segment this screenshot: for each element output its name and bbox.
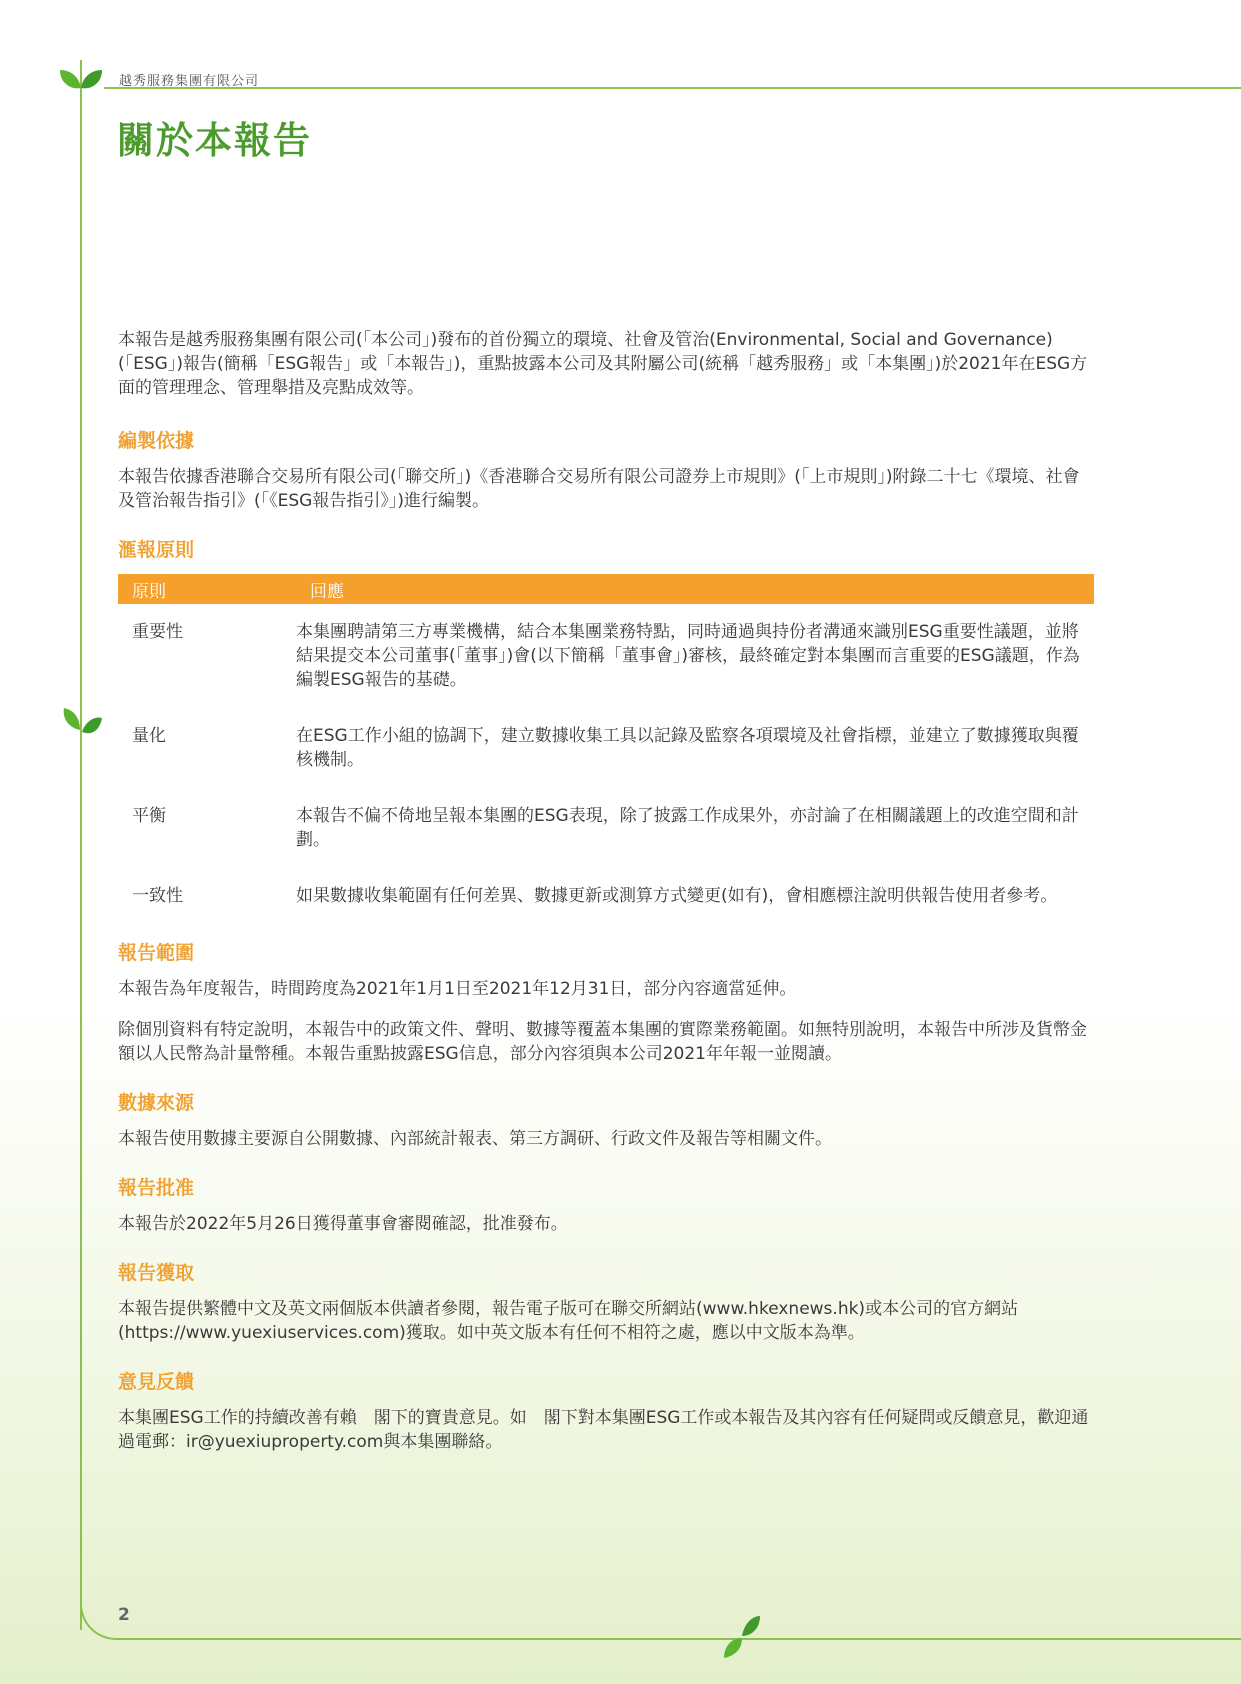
frame-corner	[80, 1600, 120, 1640]
data-source-text: 本報告使用數據主要源自公開數據、內部統計報表、第三方調研、行政文件及報告等相關文件。	[118, 1129, 832, 1149]
principle-cell: 量化	[132, 726, 166, 746]
leaf-top-icon	[58, 66, 104, 96]
scope-text-2: 除個別資料有特定說明，本報告中的政策文件、聲明、數據等覆蓋本集團的實際業務範圍。如無特別說明，本報告中所涉及貨幣金額以人民幣為計量幣種。本報告重點披露ESG信息，部分內容須與本公司2021年年報一並閱讀。	[118, 1020, 1087, 1064]
principles-table	[118, 574, 1094, 924]
principle-cell: 平衡	[132, 806, 166, 826]
principles-heading: 滙報原則	[118, 539, 195, 561]
frame-left-line	[80, 60, 82, 1630]
report-content	[118, 328, 1094, 1476]
section-basis	[118, 426, 1094, 513]
frame-top-line	[104, 87, 1241, 89]
response-cell: 在ESG工作小組的協調下，建立數據收集工具以記錄及監察各項環境及社會指標，並建立了數據獲取與覆核機制。	[296, 726, 1079, 770]
table-row	[118, 708, 1094, 788]
basis-heading: 編製依據	[118, 430, 195, 452]
column-header-principle: 原則	[118, 574, 296, 604]
table-row	[118, 788, 1094, 868]
section-scope	[118, 938, 1094, 1066]
page-number: 2	[118, 1605, 130, 1625]
table-row	[118, 604, 1094, 708]
section-principles	[118, 535, 1094, 924]
leaf-bottom-icon	[722, 1614, 762, 1660]
scope-text-1: 本報告為年度報告，時間跨度為2021年1月1日至2021年12月31日，部分內容適當延伸。	[118, 979, 797, 999]
leaf-middle-icon	[60, 706, 104, 742]
section-data-source	[118, 1088, 1094, 1151]
feedback-text: 本集團ESG工作的持續改善有賴 閣下的寶貴意見。如 閣下對本集團ESG工作或本報告及其內容有任何疑問或反饋意見，歡迎通過電郵：ir@yuexiuproperty.com與本集團聯絡。	[118, 1408, 1089, 1452]
section-access	[118, 1258, 1094, 1345]
response-cell: 本報告不偏不倚地呈報本集團的ESG表現，除了披露工作成果外，亦討論了在相關議題上的改進空間和計劃。	[296, 806, 1079, 850]
scope-heading: 報告範圍	[118, 942, 195, 964]
basis-text: 本報告依據香港聯合交易所有限公司(「聯交所」)《香港聯合交易所有限公司證券上市規則》(「上市規則」)附錄二十七《環境、社會及管治報告指引》(「《ESG報告指引》」)進行編製。	[118, 467, 1080, 511]
response-cell: 如果數據收集範圍有任何差異、數據更新或測算方式變更(如有)，會相應標注說明供報告使用者參考。	[296, 886, 1058, 906]
approval-text: 本報告於2022年5月26日獲得董事會審閱確認，批准發布。	[118, 1214, 568, 1234]
page-title: 關於本報告	[117, 119, 312, 162]
column-header-response: 回應	[296, 574, 1094, 604]
data-source-heading: 數據來源	[118, 1092, 195, 1114]
frame-bottom-line	[118, 1638, 1241, 1640]
feedback-heading: 意見反饋	[118, 1371, 195, 1393]
section-approval	[118, 1173, 1094, 1236]
approval-heading: 報告批准	[118, 1177, 195, 1199]
company-name: 越秀服務集團有限公司	[119, 74, 260, 89]
principle-cell: 重要性	[132, 622, 183, 642]
principle-cell: 一致性	[132, 886, 183, 906]
section-feedback	[118, 1367, 1094, 1454]
access-text: 本報告提供繁體中文及英文兩個版本供讀者參閱，報告電子版可在聯交所網站(www.hkexnews.hk)或本公司的官方網站(https://www.yuexiuservices.com)獲取。如中英文版本有任何不相符之處，應以中文版本為準。	[118, 1299, 1019, 1343]
response-cell: 本集團聘請第三方專業機構，結合本集團業務特點，同時通過與持份者溝通來識別ESG重要性議題，並將結果提交本公司董事(「董事」)會(以下簡稱「董事會」)審核，最終確定對本集團而言重要的ESG議題，作為編製ESG報告的基礎。	[296, 622, 1080, 690]
table-row	[118, 868, 1094, 924]
table-header-row	[118, 574, 1094, 604]
access-heading: 報告獲取	[118, 1262, 195, 1284]
intro-paragraph: 本報告是越秀服務集團有限公司(「本公司」)發布的首份獨立的環境、社會及管治(Environmental, Social and Governance)(「ESG」)報告(簡稱「ESG報告」或「本報告」)，重點披露本公司及其附屬公司(統稱「越秀服務」或「本集團」)於2021年在ESG方面的管理理念、管理舉措及亮點成效等。	[118, 330, 1088, 398]
